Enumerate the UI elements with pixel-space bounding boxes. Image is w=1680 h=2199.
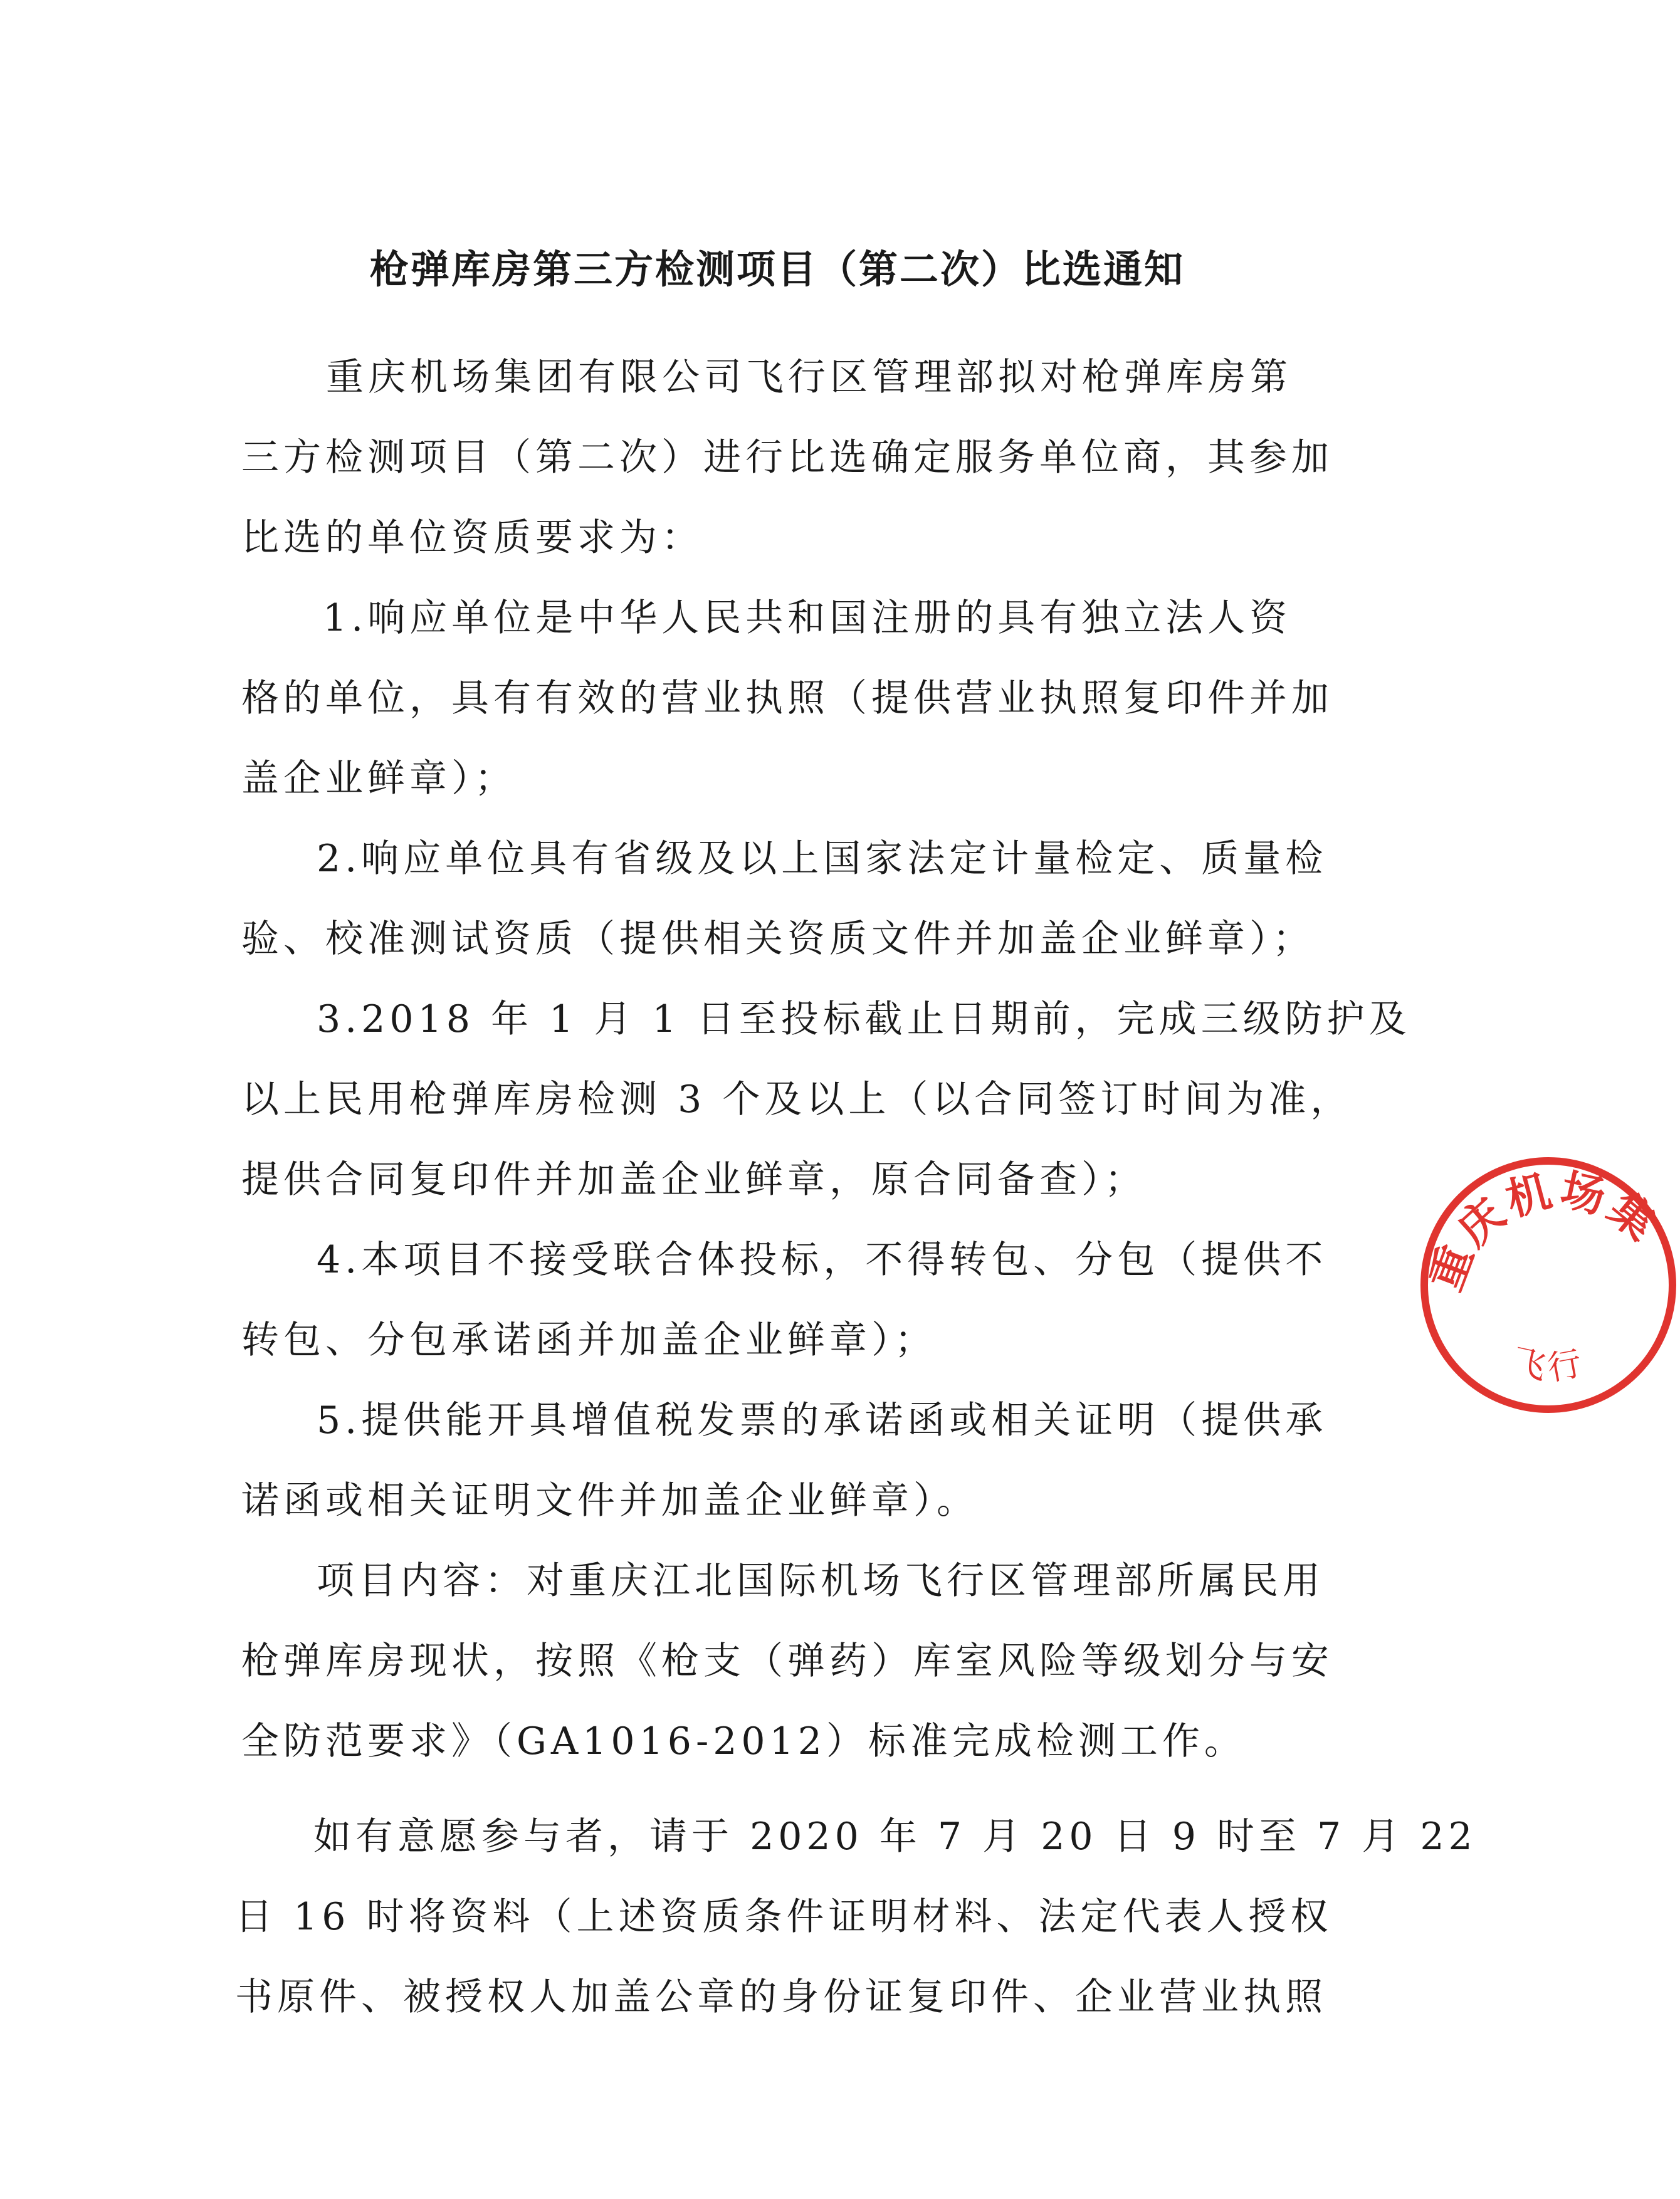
body-line: 项目内容：对重庆江北国际机场飞行区管理部所属民用 bbox=[317, 1559, 1325, 1603]
body-line: 5.提供能开具增值税发票的承诺函或相关证明（提供承 bbox=[317, 1399, 1328, 1442]
body-line: 全防范要求》（GA1016-2012）标准完成检测工作。 bbox=[241, 1719, 1246, 1763]
body-line: 验、校准测试资质（提供相关资质文件并加盖企业鲜章）； bbox=[241, 917, 1315, 961]
body-line: 盖企业鲜章）； bbox=[241, 757, 517, 800]
seal-text-bottom: 飞行 bbox=[1508, 1341, 1591, 1388]
body-line: 格的单位，具有有效的营业执照（提供营业执照复印件并加 bbox=[241, 676, 1333, 720]
body-line: 诺函或相关证明文件并加盖企业鲜章）。 bbox=[241, 1479, 979, 1523]
body-line: 书原件、被授权人加盖公章的身份证复印件、企业营业执照 bbox=[235, 1975, 1327, 2019]
body-line: 如有意愿参与者，请于 2020 年 7 月 20 日 9 时至 7 月 22 bbox=[313, 1815, 1477, 1859]
body-line: 1.响应单位是中华人民共和国注册的具有独立法人资 bbox=[323, 596, 1292, 640]
body-line: 枪弹库房现状，按照《枪支（弹药）库室风险等级划分与安 bbox=[241, 1639, 1333, 1683]
body-line: 重庆机场集团有限公司飞行区管理部拟对枪弹库房第 bbox=[326, 355, 1292, 399]
body-line: 提供合同复印件并加盖企业鲜章，原合同备查）； bbox=[241, 1158, 1147, 1202]
body-line: 转包、分包承诺函并加盖企业鲜章）； bbox=[241, 1318, 937, 1362]
body-line: 比选的单位资质要求为： bbox=[241, 516, 703, 560]
seal-text-top: 重庆机场集 bbox=[1419, 1163, 1669, 1298]
body-line: 三方检测项目（第二次）进行比选确定服务单位商，其参加 bbox=[241, 436, 1333, 480]
official-seal bbox=[1417, 1153, 1680, 1417]
body-line: 2.响应单位具有省级及以上国家法定计量检定、质量检 bbox=[317, 837, 1328, 881]
body-line: 3.2018 年 1 月 1 日至投标截止日期前，完成三级防护及 bbox=[317, 997, 1411, 1041]
document-title: 枪弹库房第三方检测项目（第二次）比选通知 bbox=[369, 246, 1185, 292]
body-line: 4.本项目不接受联合体投标，不得转包、分包（提供不 bbox=[317, 1238, 1328, 1282]
body-line: 以上民用枪弹库房检测 3 个及以上（以合同签订时间为准， bbox=[241, 1078, 1353, 1121]
body-line: 日 16 时将资料（上述资质条件证明材料、法定代表人授权 bbox=[235, 1895, 1333, 1939]
